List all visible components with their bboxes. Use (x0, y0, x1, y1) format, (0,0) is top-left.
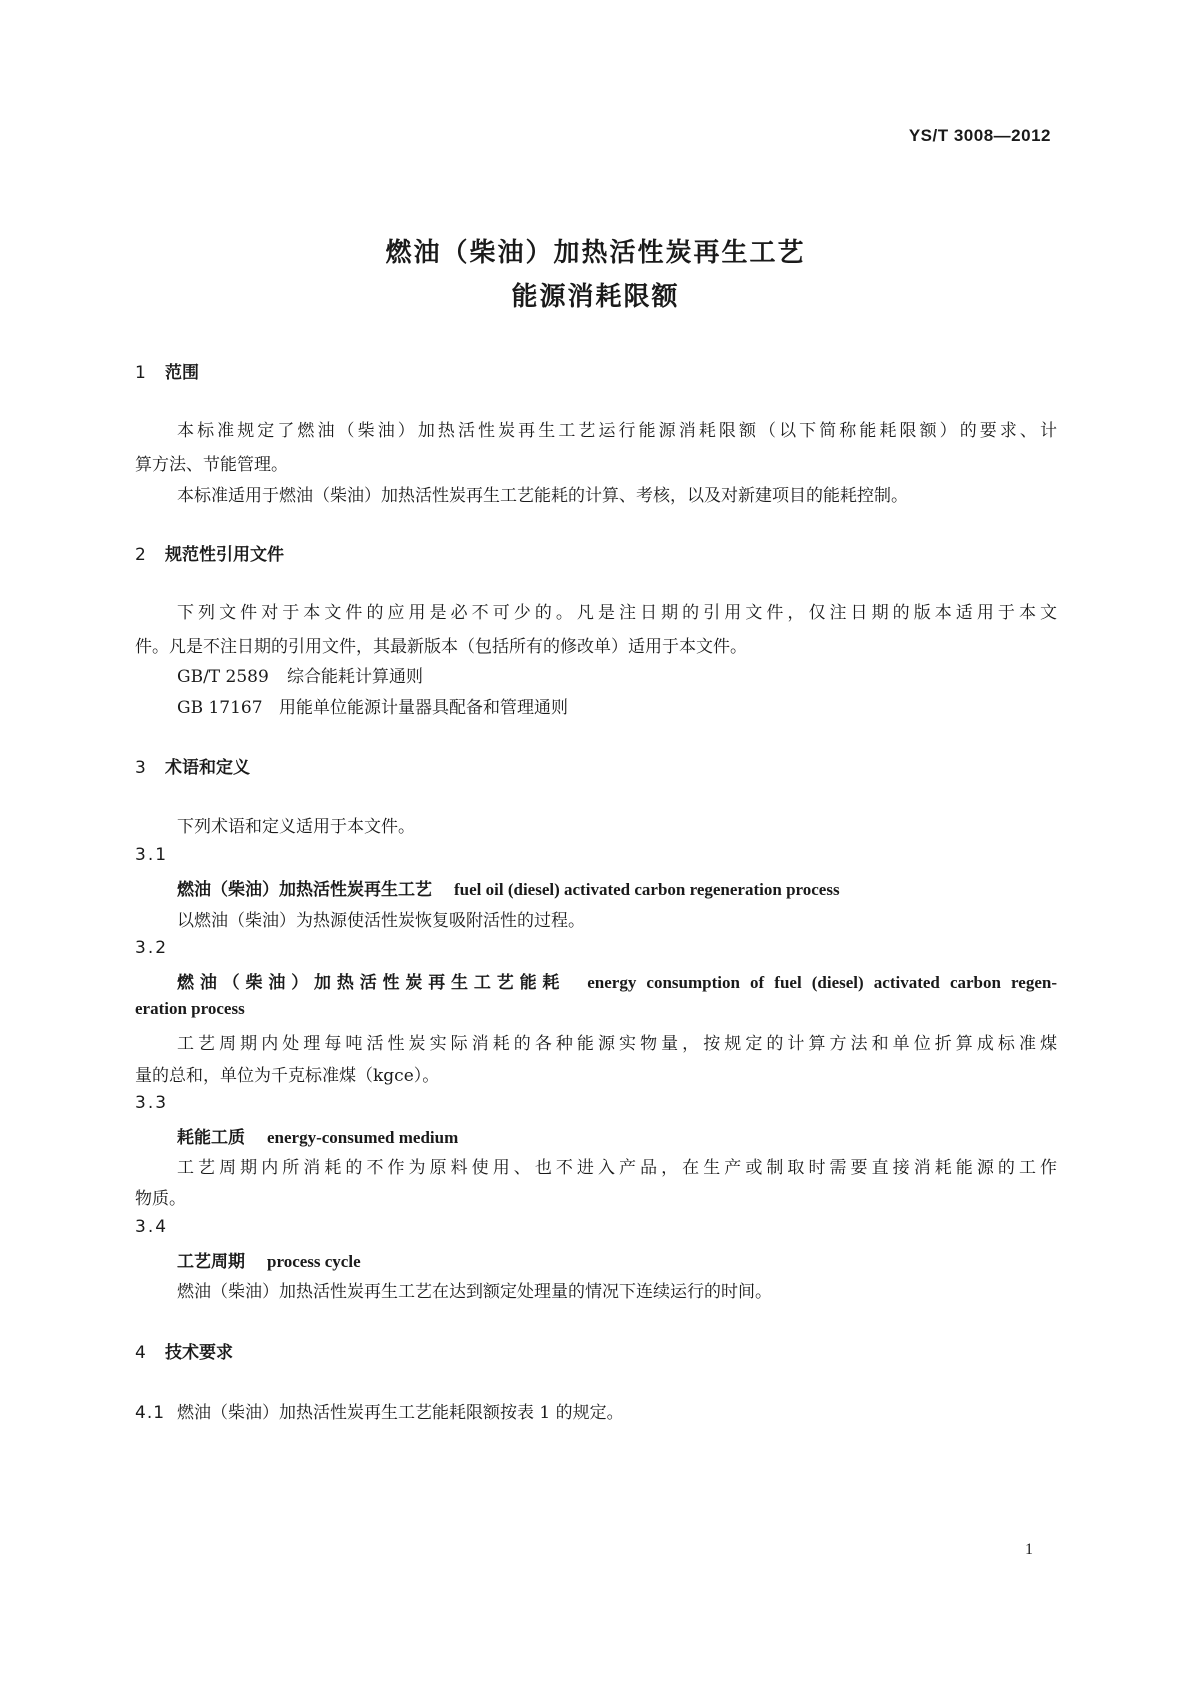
term-definition: 以燃油（柴油）为热源使活性炭恢复吸附活性的过程。 (177, 911, 585, 931)
term-zh: 耗能工质 (177, 1128, 245, 1148)
term-en-continuation: eration process (135, 999, 245, 1018)
reference-code: GB 17167 (177, 698, 263, 718)
clause-4-1 (135, 1398, 624, 1423)
reference-title: 综合能耗计算通则 (287, 667, 423, 687)
paragraph: 本标准适用于燃油（柴油）加热活性炭再生工艺能耗的计算、考核，以及对新建项目的能耗控制。 (177, 486, 908, 506)
term-en: process cycle (267, 1252, 361, 1271)
section-3-heading (135, 753, 250, 778)
document-title-line1: 燃油（柴油）加热活性炭再生工艺 (385, 238, 806, 268)
standard-number: YS/T 3008—2012 (908, 126, 1051, 145)
section-number: 1 (135, 363, 146, 383)
section-number: 2 (135, 545, 146, 565)
term-number: 3.4 (135, 1217, 169, 1237)
reference-code: GB/T 2589 (177, 667, 269, 687)
term-en: energy-consumed medium (267, 1128, 459, 1147)
clause-text: 燃油（柴油）加热活性炭再生工艺能耗限额按表 1 的规定。 (177, 1403, 624, 1423)
term-definition-continuation: 物质。 (135, 1189, 186, 1209)
term-definition: 工艺周期内所消耗的不作为原料使用、也不进入产品，在生产或制取时需要直接消耗能源的工作 (177, 1158, 1057, 1178)
term-heading (177, 968, 1057, 993)
term-definition-continuation: 量的总和，单位为千克标准煤（kgce）。 (135, 1066, 440, 1086)
section-number: 4 (135, 1343, 146, 1363)
term-definition: 燃油（柴油）加热活性炭再生工艺在达到额定处理量的情况下连续运行的时间。 (177, 1282, 772, 1302)
term-heading (177, 1247, 361, 1272)
term-zh: 工艺周期 (177, 1252, 245, 1272)
paragraph-continuation: 件。凡是不注日期的引用文件，其最新版本（包括所有的修改单）适用于本文件。 (135, 637, 747, 657)
normative-reference (177, 693, 568, 718)
section-title: 术语和定义 (165, 758, 250, 778)
section-2-heading (135, 540, 284, 565)
page-number: 1 (1025, 1541, 1033, 1558)
term-zh: 燃油（柴油）加热活性炭再生工艺 (177, 880, 432, 900)
section-title: 范围 (165, 363, 199, 383)
section-number: 3 (135, 758, 146, 778)
term-number: 3.3 (135, 1093, 169, 1113)
paragraph: 下列术语和定义适用于本文件。 (177, 817, 415, 837)
document-title-line2: 能源消耗限额 (511, 282, 680, 312)
section-4-heading (135, 1338, 233, 1363)
term-heading (177, 875, 840, 900)
term-zh: 燃油（柴油）加热活性炭再生工艺能耗 (177, 973, 566, 993)
term-heading (177, 1123, 458, 1148)
term-number: 3.1 (135, 845, 169, 865)
paragraph-continuation: 算方法、节能管理。 (135, 455, 288, 475)
term-number: 3.2 (135, 938, 169, 958)
section-title: 技术要求 (165, 1343, 233, 1363)
paragraph: 本标准规定了燃油（柴油）加热活性炭再生工艺运行能源消耗限额（以下简称能耗限额）的要求、计 (177, 421, 1057, 441)
paragraph: 下列文件对于本文件的应用是必不可少的。凡是注日期的引用文件，仅注日期的版本适用于本文 (177, 603, 1057, 623)
clause-number: 4.1 (135, 1403, 166, 1423)
section-1-heading (135, 358, 199, 383)
section-title: 规范性引用文件 (165, 545, 284, 565)
term-en: energy consumption of fuel (diesel) activated carbon regen- (587, 973, 1057, 992)
term-definition: 工艺周期内处理每吨活性炭实际消耗的各种能源实物量，按规定的计算方法和单位折算成标准煤 (177, 1034, 1057, 1054)
term-en: fuel oil (diesel) activated carbon regeneration process (454, 880, 840, 899)
reference-title: 用能单位能源计量器具配备和管理通则 (279, 698, 568, 718)
normative-reference (177, 662, 423, 687)
